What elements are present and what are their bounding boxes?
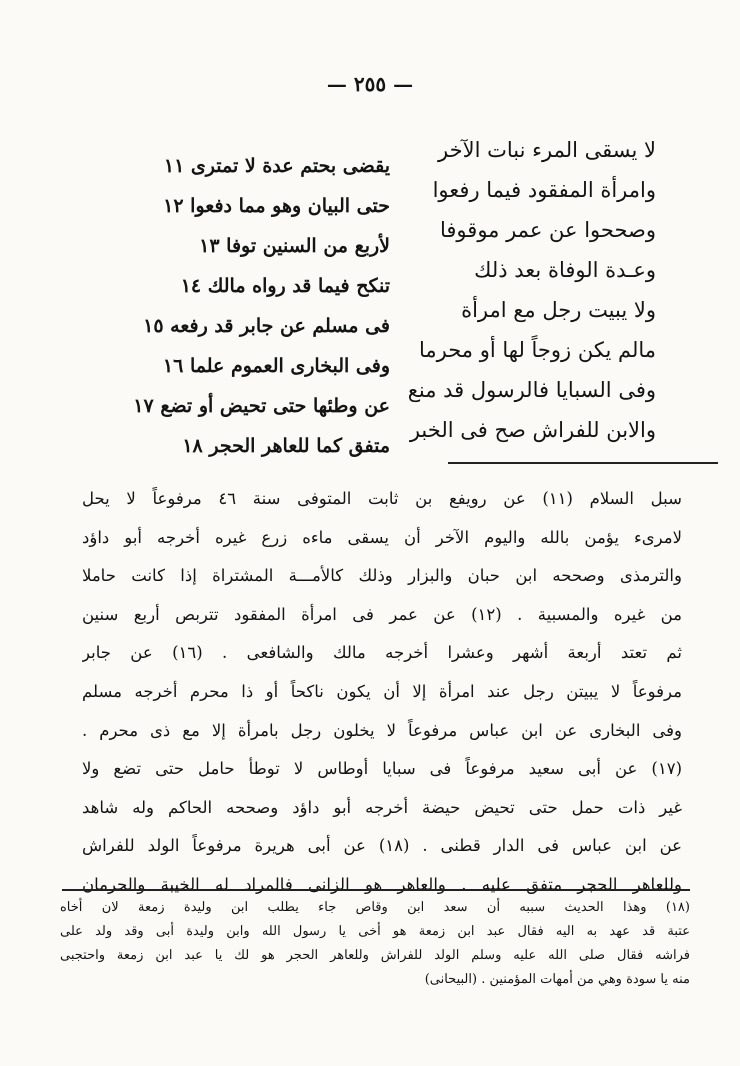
commentary-line: لامرىء يؤمن بالله واليوم الآخر أن يسقى ماءه زرع غيره أخرجه أبو داؤد xyxy=(82,527,682,547)
commentary-line: والترمذى وصححه ابن حبان والبزار وذلك كالأمـــة المشتراة إذا كانت حاملا xyxy=(82,566,682,586)
verses-left-column xyxy=(133,146,390,466)
commentary-line: غير ذات حمل حتى تحيض حيضة أخرجه أبو داؤد وصححه الحاكم وله شاهد xyxy=(82,797,682,817)
verse-line: وفى السبايا فالرسول قد منع xyxy=(407,378,656,402)
verse-line: مالم يكن زوجاً لها أو محرما xyxy=(419,338,656,362)
verse-line: حتى البيان وهو مما دفعوا ١٢ xyxy=(163,195,390,217)
verse-line: فى مسلم عن جابر قد رفعه ١٥ xyxy=(143,315,390,337)
section-divider xyxy=(448,462,718,464)
verse-line: تنكح فيما قد رواه مالك ١٤ xyxy=(180,275,390,297)
page-number: — ٢٥٥ — xyxy=(326,72,414,96)
verse-line: عن وطئها حتى تحيض أو تضع ١٧ xyxy=(133,395,390,417)
footnote-line: عتبة قد عهد به اليه فقال عبد ابن زمعة هو أخى يا رسول الله وابن وليدة أبى وقد ولد على xyxy=(60,924,690,939)
verse-line: وعـدة الوفاة بعد ذلك xyxy=(474,258,656,282)
commentary-line: ثم تعتد أربعة أشهر وعشرا أخرجه مالك والشافعى . (١٦) عن جابر xyxy=(82,643,682,663)
commentary-line: وللعاهر الحجر متفق عليه . والعاهر هو الزانى فالمراد له الخيبة والحرمان xyxy=(82,874,682,894)
verse-line: لأربع من السنين توفا ١٣ xyxy=(199,235,390,257)
commentary-line: سبل السلام (١١) عن رويفع بن ثابت المتوفى سنة ٤٦ مرفوعاً لا يحل xyxy=(82,489,682,508)
commentary-line: عن ابن عباس فى الدار قطنى . (١٨) عن أبى هريرة مرفوعاً الولد للفراش xyxy=(82,836,682,856)
footnote-line: منه يا سودة وهي من أمهات المؤمنين . (البيحانى) xyxy=(424,972,690,987)
verse-line: ولا يبيت رجل مع امرأة xyxy=(461,298,656,322)
verse-line: متفق كما للعاهر الحجر ١٨ xyxy=(182,435,390,457)
verse-line: وامرأة المفقود فيما رفعوا xyxy=(432,178,656,202)
verse-line: وصححوا عن عمر موقوفا xyxy=(440,218,656,242)
commentary-line: مرفوعاً لا يبيتن رجل عند امرأة إلا أن يكون ناكحاً أو ذا محرم أخرجه مسلم xyxy=(82,681,682,701)
verse-line: يقضى بحتم عدة لا تمترى ١١ xyxy=(163,155,390,177)
verse-line: لا يسقى المرء نبات الآخر xyxy=(438,138,656,162)
footnote-line: فراشه فقال صلى الله عليه وسلم الولد للفراش وللعاهر الحجر هو لك يا عبد ابن زمعة واحتجبى xyxy=(60,948,690,963)
footnote-line: (١٨) وهذا الحديث سببه أن سعد ابن وقاص جاء يطلب ابن وليدة زمعة لان أخاه xyxy=(60,900,690,915)
commentary-line: من غيره والمسبية . (١٢) عن عمر فى امرأة المفقود تتربص أربع سنين xyxy=(82,604,682,624)
commentary-line: وفى البخارى عن ابن عباس مرفوعاً لا يخلون رجل بامرأة إلا مع ذى محرم . xyxy=(82,720,682,740)
footnote-divider xyxy=(62,889,690,891)
verses-right-column xyxy=(406,130,656,450)
commentary-text xyxy=(82,480,682,905)
commentary-line: (١٧) عن أبى سعيد مرفوعاً فى سبايا أوطاس لا توطأ حامل حتى تضع ولا xyxy=(82,759,682,779)
verse-line: وفى البخارى العموم علما ١٦ xyxy=(162,355,390,377)
footnotes xyxy=(60,896,690,992)
verse-line: والابن للفراش صح فى الخبر xyxy=(409,418,656,442)
